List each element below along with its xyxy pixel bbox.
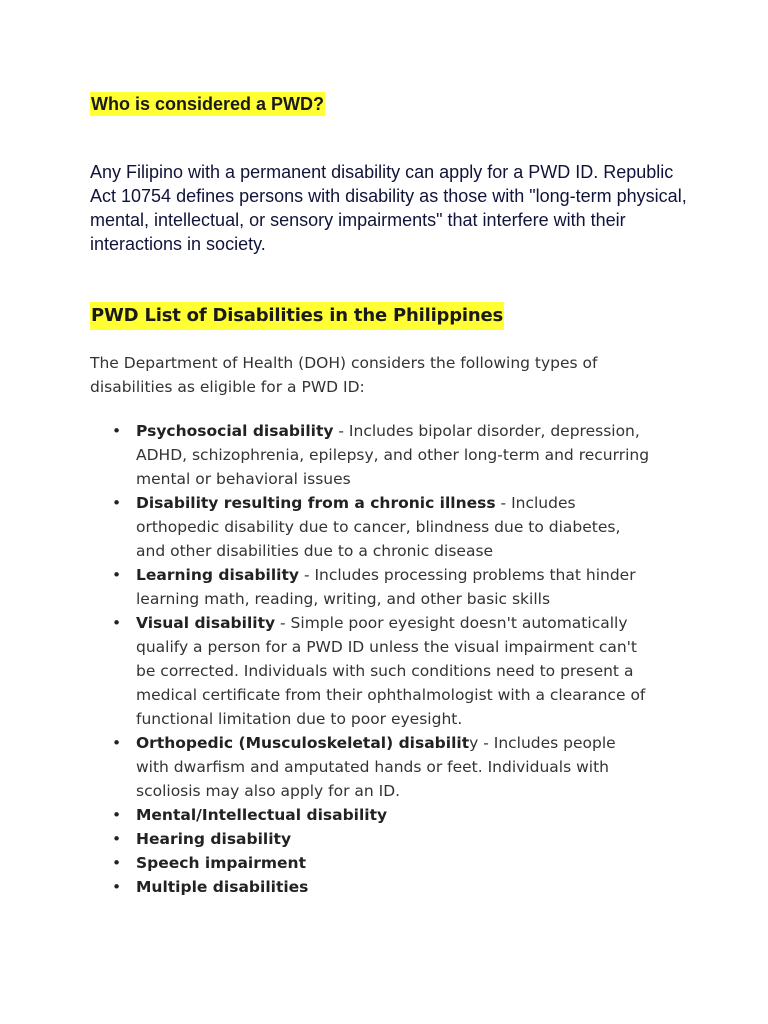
list-item-visual (90, 611, 650, 731)
list-item-psychosocial (90, 419, 650, 491)
disability-name: Psychosocial disability (136, 422, 334, 440)
list-item-speech (90, 851, 650, 875)
disability-name: Multiple disabilities (136, 878, 309, 896)
disability-name: Hearing disability (136, 830, 292, 848)
bullet-icon: • (112, 494, 122, 512)
list-item-orthopedic (90, 731, 650, 803)
disability-list (90, 419, 650, 899)
disability-name: Speech impairment (136, 854, 306, 872)
intro-paragraph: Any Filipino with a permanent disability can apply for a PWD ID. Republic Act 10754 defines persons with disability as those with "long-term physical, mental, intellectual, or sensory impairments" that interfere with their interactions in society. (90, 162, 687, 254)
bullet-icon: • (112, 734, 122, 752)
heading-list-of-disabilities: PWD List of Disabilities in the Philippines (90, 302, 504, 330)
bullet-icon: • (112, 878, 122, 896)
bullet-icon: • (112, 422, 122, 440)
list-item-learning (90, 563, 650, 611)
doh-paragraph: The Department of Health (DOH) considers the following types of disabilities as eligible for a PWD ID: (90, 354, 598, 396)
bullet-icon: • (112, 566, 122, 584)
disability-name: Mental/Intellectual disability (136, 806, 388, 824)
disability-description: - Includes processing problems that hinder learning math, reading, writing, and other basic skills (136, 566, 636, 608)
disability-description: - Simple poor eyesight doesn't automatically qualify a person for a PWD ID unless the visual impairment can't be corrected. Individuals with such conditions need to present a medical certificate from their ophthalmologist with a clearance of functional limitation due to poor eyesight. (136, 614, 646, 728)
heading-who-is-pwd: Who is considered a PWD? (91, 94, 325, 114)
bullet-icon: • (112, 854, 122, 872)
disability-description: - Includes orthopedic disability due to cancer, blindness due to diabetes, and other disabilities due to a chronic disease (136, 494, 621, 560)
bullet-icon: • (112, 830, 122, 848)
bullet-icon: • (112, 614, 122, 632)
disability-name: Orthopedic (Musculoskeletal) disabilit (136, 734, 470, 752)
disability-description: - Includes bipolar disorder, depression, ADHD, schizophrenia, epilepsy, and other long-term and recurring mental or behavioral issues (136, 422, 650, 488)
list-item-hearing (90, 827, 650, 851)
disability-name: Visual disability (136, 614, 276, 632)
list-item-mental-intellectual (90, 803, 650, 827)
list-item-multiple (90, 875, 650, 899)
disability-name: Disability resulting from a chronic illness (136, 494, 496, 512)
bullet-icon: • (112, 806, 122, 824)
list-item-chronic-illness (90, 491, 650, 563)
disability-description: y - Includes people with dwarfism and amputated hands or feet. Individuals with scoliosis may also apply for an ID. (136, 734, 616, 800)
disability-name: Learning disability (136, 566, 300, 584)
